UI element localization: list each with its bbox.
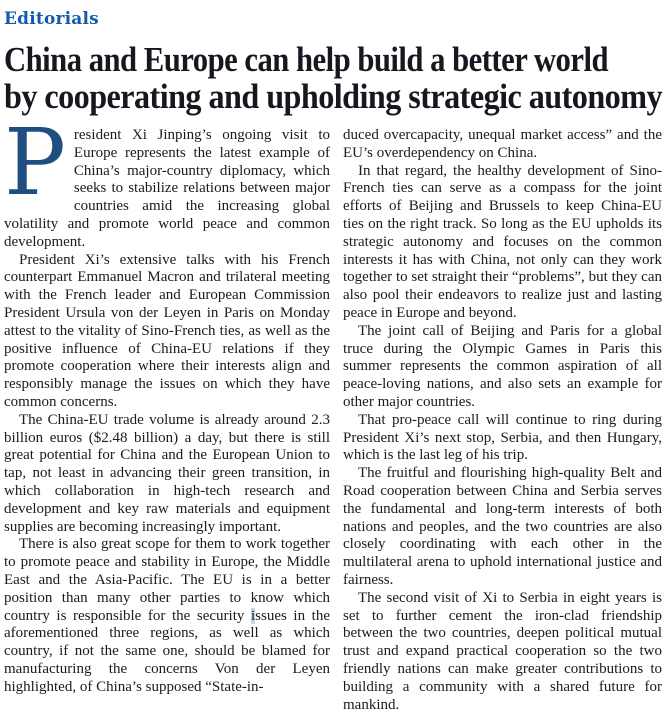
paragraph: The joint call of Beijing and Paris for a global truce during the Olympic Games in Paris this summer represents the common aspiration of all peace-loving nations, and also sets an example for other major countries.	[343, 322, 662, 410]
paragraph	[4, 536, 330, 696]
left-column	[4, 109, 330, 714]
drop-cap: P	[4, 109, 66, 216]
article-body	[4, 109, 662, 714]
paragraph-text: There is also great scope for them to work together to promote peace and stability in Europe, the Middle East and the Asia-Pacific. The EU is in a better position than many other parties to know which country is responsible for the security	[4, 536, 330, 624]
paragraph: The China-EU trade volume is already around 2.3 billion euros ($2.48 billion) a day, but there is still great potential for China and the European Union to tap, not least in advancing their green transition, in which collaboration in high-tech research and development and key raw materials and equipment supplies are becoming increasingly important.	[4, 411, 330, 535]
section-kicker: Editorials	[4, 9, 99, 29]
article-headline	[4, 41, 662, 115]
paragraph-lead	[4, 109, 330, 252]
headline-line-2-wrap	[4, 78, 662, 115]
paragraph-text: resident Xi Jinping’s ongoing visit to Europe represents the latest example of China’s major-country diplomacy, which seeks to stabilize relations between major countries amid the increasing global volatility and promote world peace and common development.	[4, 127, 330, 250]
right-column	[343, 127, 662, 714]
paragraph: In that regard, the healthy development of Sino-French ties can serve as a compass for the joint efforts of Beijing and Brussels to keep China-EU ties on the right track. So long as the EU upholds its strategic autonomy and focuses on the common interests it has with China, not only can they work together to set straight their “problems”, but they can also pool their endeavors to realize just and lasting peace in Europe and beyond.	[343, 162, 662, 321]
paragraph: The fruitful and flourishing high-quality Belt and Road cooperation between China and Serbia serves the fundamental and long-term interests of both nations and peoples, and the two countries are also closely coordinating with each other in the multilateral arena to uphold international justice and fairness.	[343, 465, 662, 588]
headline-line-1-wrap	[4, 41, 662, 78]
paragraph: The second visit of Xi to Serbia in eight years is set to further cement the iron-clad friendship between the two countries, deepen political mutual trust and expand practical cooperation so the two friendly nations can make greater contributions to building a community with a shared future for mankind.	[343, 589, 662, 713]
find-highlight: i	[250, 607, 256, 624]
headline-line-2: by cooperating and upholding strategic autonomy	[4, 77, 662, 116]
headline-line-1: China and Europe can help build a better world	[4, 40, 608, 79]
paragraph-continuation: duced overcapacity, unequal market access” and the EU’s overdependency on China.	[343, 127, 662, 161]
paragraph: President Xi’s extensive talks with his French counterpart Emmanuel Macron and trilateral meeting with the French leader and European Commission President Ursula von der Leyen in Paris on Monday attest to the vitality of Sino-French ties, as well as the positive influence of China-EU relations if they promote cooperation where their interests align and responsibly manage the issues on which they have common concerns.	[4, 251, 330, 410]
paragraph: That pro-peace call will continue to ring during President Xi’s next stop, Serbia, and then Hungary, which is the last leg of his trip.	[343, 411, 662, 464]
paragraph-text: ssues in the aforementioned three regions, as well as which country, if not the same one, should be blamed for manufacturing the concerns Von der Leyen highlighted, of China’s supposed “State-in-	[4, 607, 330, 695]
